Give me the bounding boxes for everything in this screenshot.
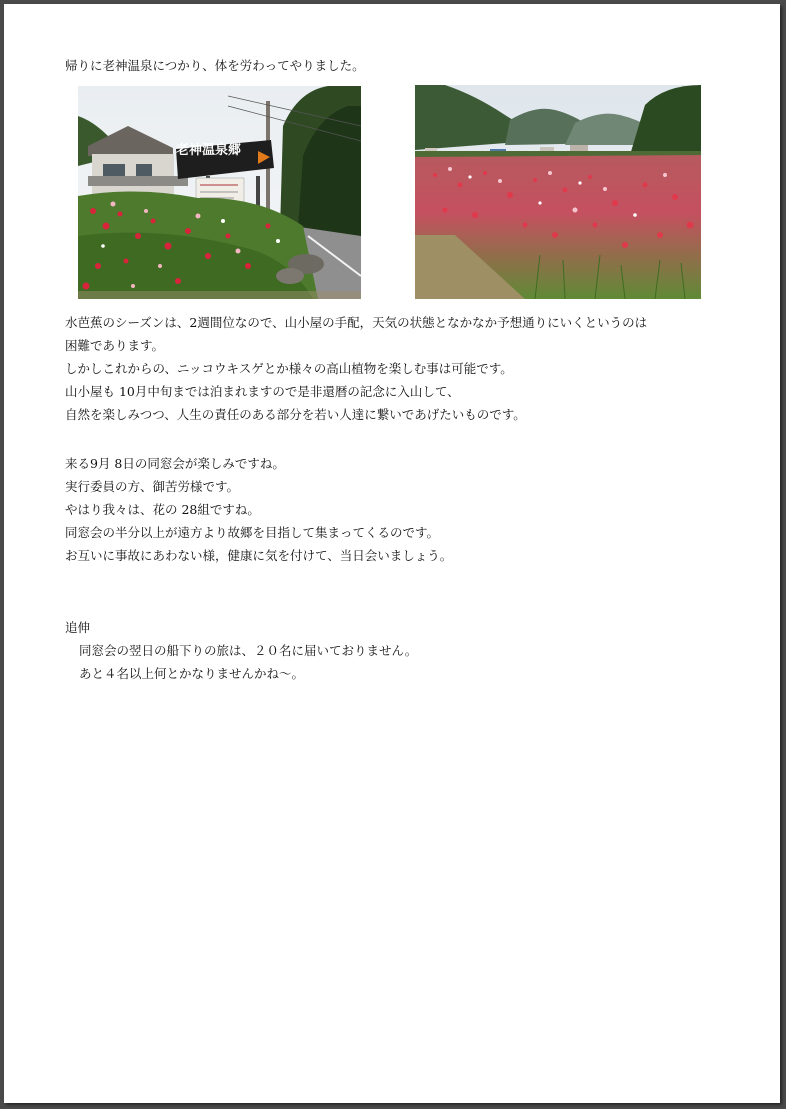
body-line: 同窓会の半分以上が遠方より故郷を目指して集まってくるのです。 <box>65 525 440 540</box>
body-line: 実行委員の方、御苦労様です。 <box>65 479 240 494</box>
body-line: 自然を楽しみつつ、人生の責任のある部分を若い人達に繋いであげたいものです。 <box>65 407 526 422</box>
body-line: お互いに事故にあわない様，健康に気を付けて、当日会いましょう。 <box>65 548 453 563</box>
body-line: 水芭蕉のシーズンは、2週間位なので、山小屋の手配，天気の状態となかなか予想通りにいくというのは <box>65 315 648 330</box>
poppy-field-photo <box>415 85 701 299</box>
postscript-line: あと４名以上何とかなりませんかね～。 <box>79 666 305 681</box>
body-line: 困難であります。 <box>65 338 165 353</box>
body-line: 来る9月 8日の同窓会が楽しみですね。 <box>65 456 285 471</box>
sign-lettering: 老神温泉郷 <box>176 143 242 158</box>
intro-line: 帰りに老神温泉につかり、体を労わってやりました。 <box>65 58 365 73</box>
body-line: 山小屋も 10月中旬までは泊まれますので是非還暦の記念に入山して、 <box>65 384 460 399</box>
document-page <box>4 4 780 1103</box>
body-line: しかしこれからの、ニッコウキスゲとか様々の高山植物を楽しむ事は可能です。 <box>65 361 513 376</box>
onsen-sign-photo <box>78 86 361 299</box>
postscript-heading: 追伸 <box>65 620 91 635</box>
body-line: やはり我々は、花の 28組ですね。 <box>65 502 260 517</box>
postscript-line: 同窓会の翌日の船下りの旅は、２０名に届いておりません。 <box>79 643 418 658</box>
